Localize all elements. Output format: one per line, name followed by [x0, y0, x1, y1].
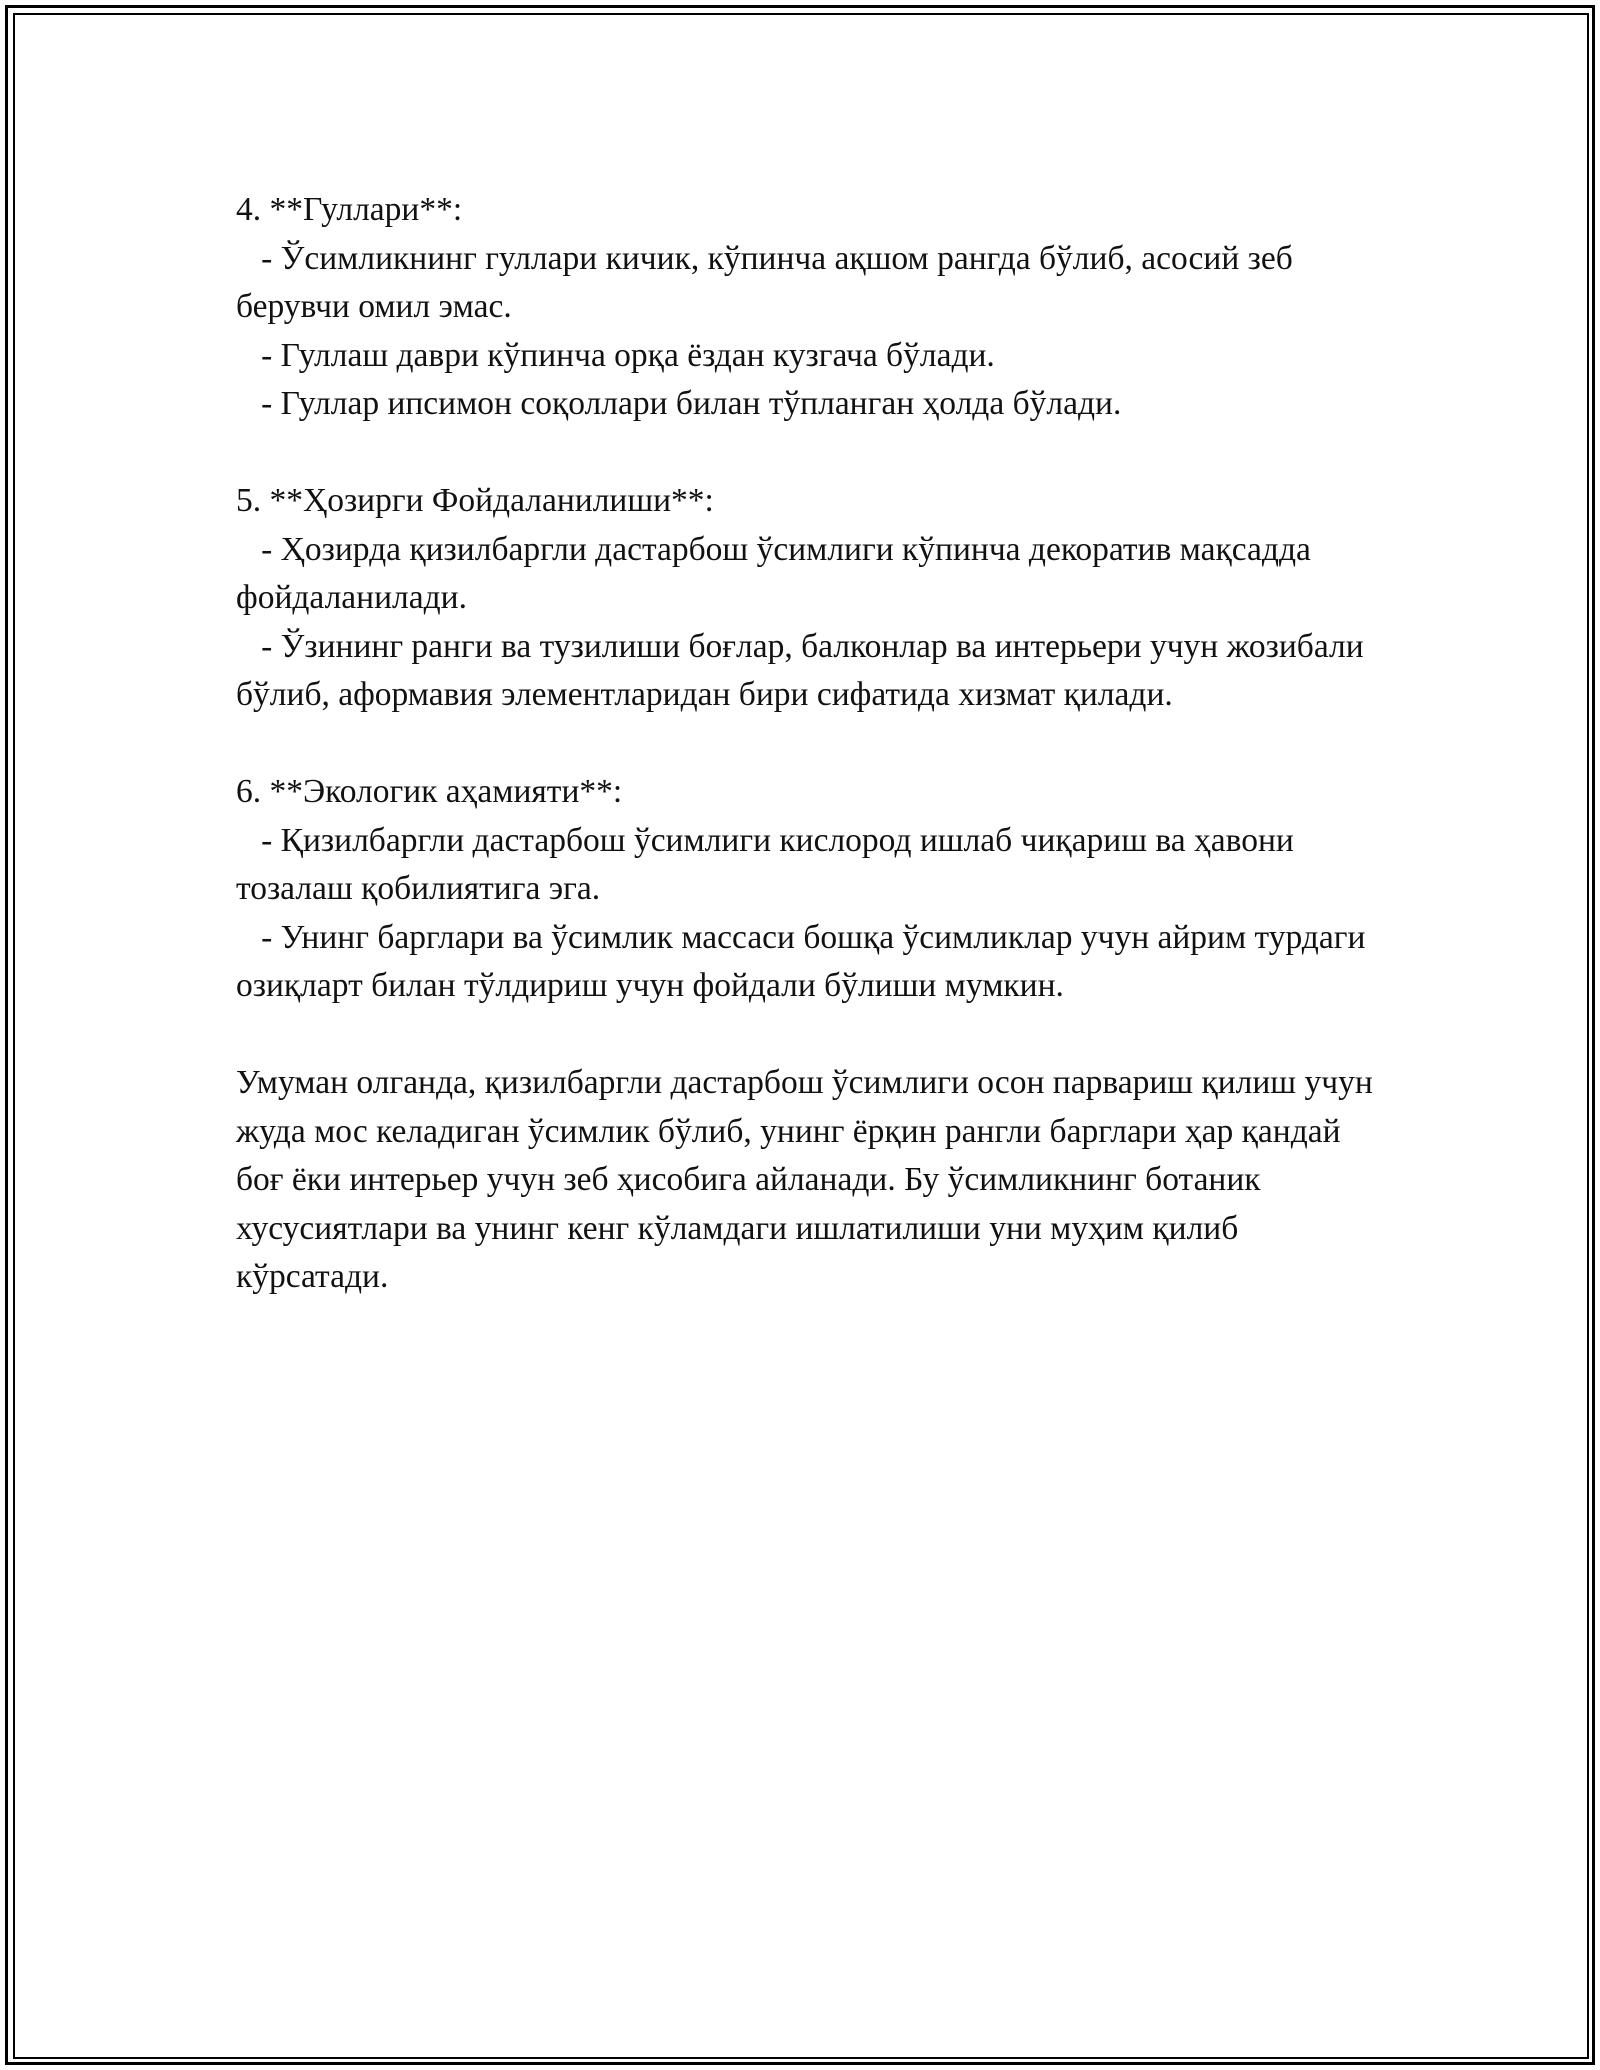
paragraph-gap [236, 1011, 1376, 1060]
document-body [236, 186, 1382, 1302]
list-item: - Ўсимликнинг гуллари кичик, кўпинча ақшом рангда бўлиб, асосий зеб берувчи омил эмас. [236, 239, 1302, 325]
section-flowers [236, 186, 1376, 429]
section-ecological [236, 768, 1376, 1011]
list-item: - Гуллар ипсимон соқоллари билан тўпланган ҳолда бўлади. [236, 385, 1122, 422]
section-heading: 5. **Ҳозирги Фойдаланилиши**: [236, 482, 714, 519]
section-current-use [236, 477, 1376, 720]
list-item: - Ҳозирда қизилбаргли дастарбош ўсимлиги кўпинча декоратив мақсадда фойдаланилади. [236, 530, 1320, 616]
section-heading: 6. **Экологик аҳамияти**: [236, 773, 623, 810]
list-item: - Ўзининг ранги ва тузилиши боғлар, балконлар ва интерьери учун жозибали бўлиб, аформавия элементларидан бири сифатида хизмат қилади. [236, 627, 1373, 713]
paragraph-gap [236, 429, 1376, 478]
list-item: - Гуллаш даври кўпинча орқа ёздан кузгача бўлади. [236, 336, 995, 374]
list-item: - Унинг барглари ва ўсимлик массаси бошқа ўсимликлар учун айрим турдаги озиқларт билан тўлдириш учун фойдали бўлиши мумкин. [236, 918, 1374, 1004]
list-item: - Қизилбаргли дастарбош ўсимлиги кислород ишлаб чиқариш ва ҳавони тозалаш қобилиятига эга. [236, 821, 1303, 907]
conclusion-paragraph: Умуман олганда, қизилбаргли дастарбош ўсимлиги осон парвариш қилиш учун жуда мос келадиган ўсимлик бўлиб, унинг ёрқин рангли барглари ҳар қандай боғ ёки интерьер учун зеб ҳисобига айланади. Бу ўсимликнинг ботаник хусусиятлари ва унинг кенг кўламдаги ишлатилиши уни муҳим қилиб кўрсатади. [236, 1064, 1382, 1295]
section-heading: 4. **Гуллари**: [236, 191, 463, 228]
paragraph-gap [236, 720, 1376, 769]
